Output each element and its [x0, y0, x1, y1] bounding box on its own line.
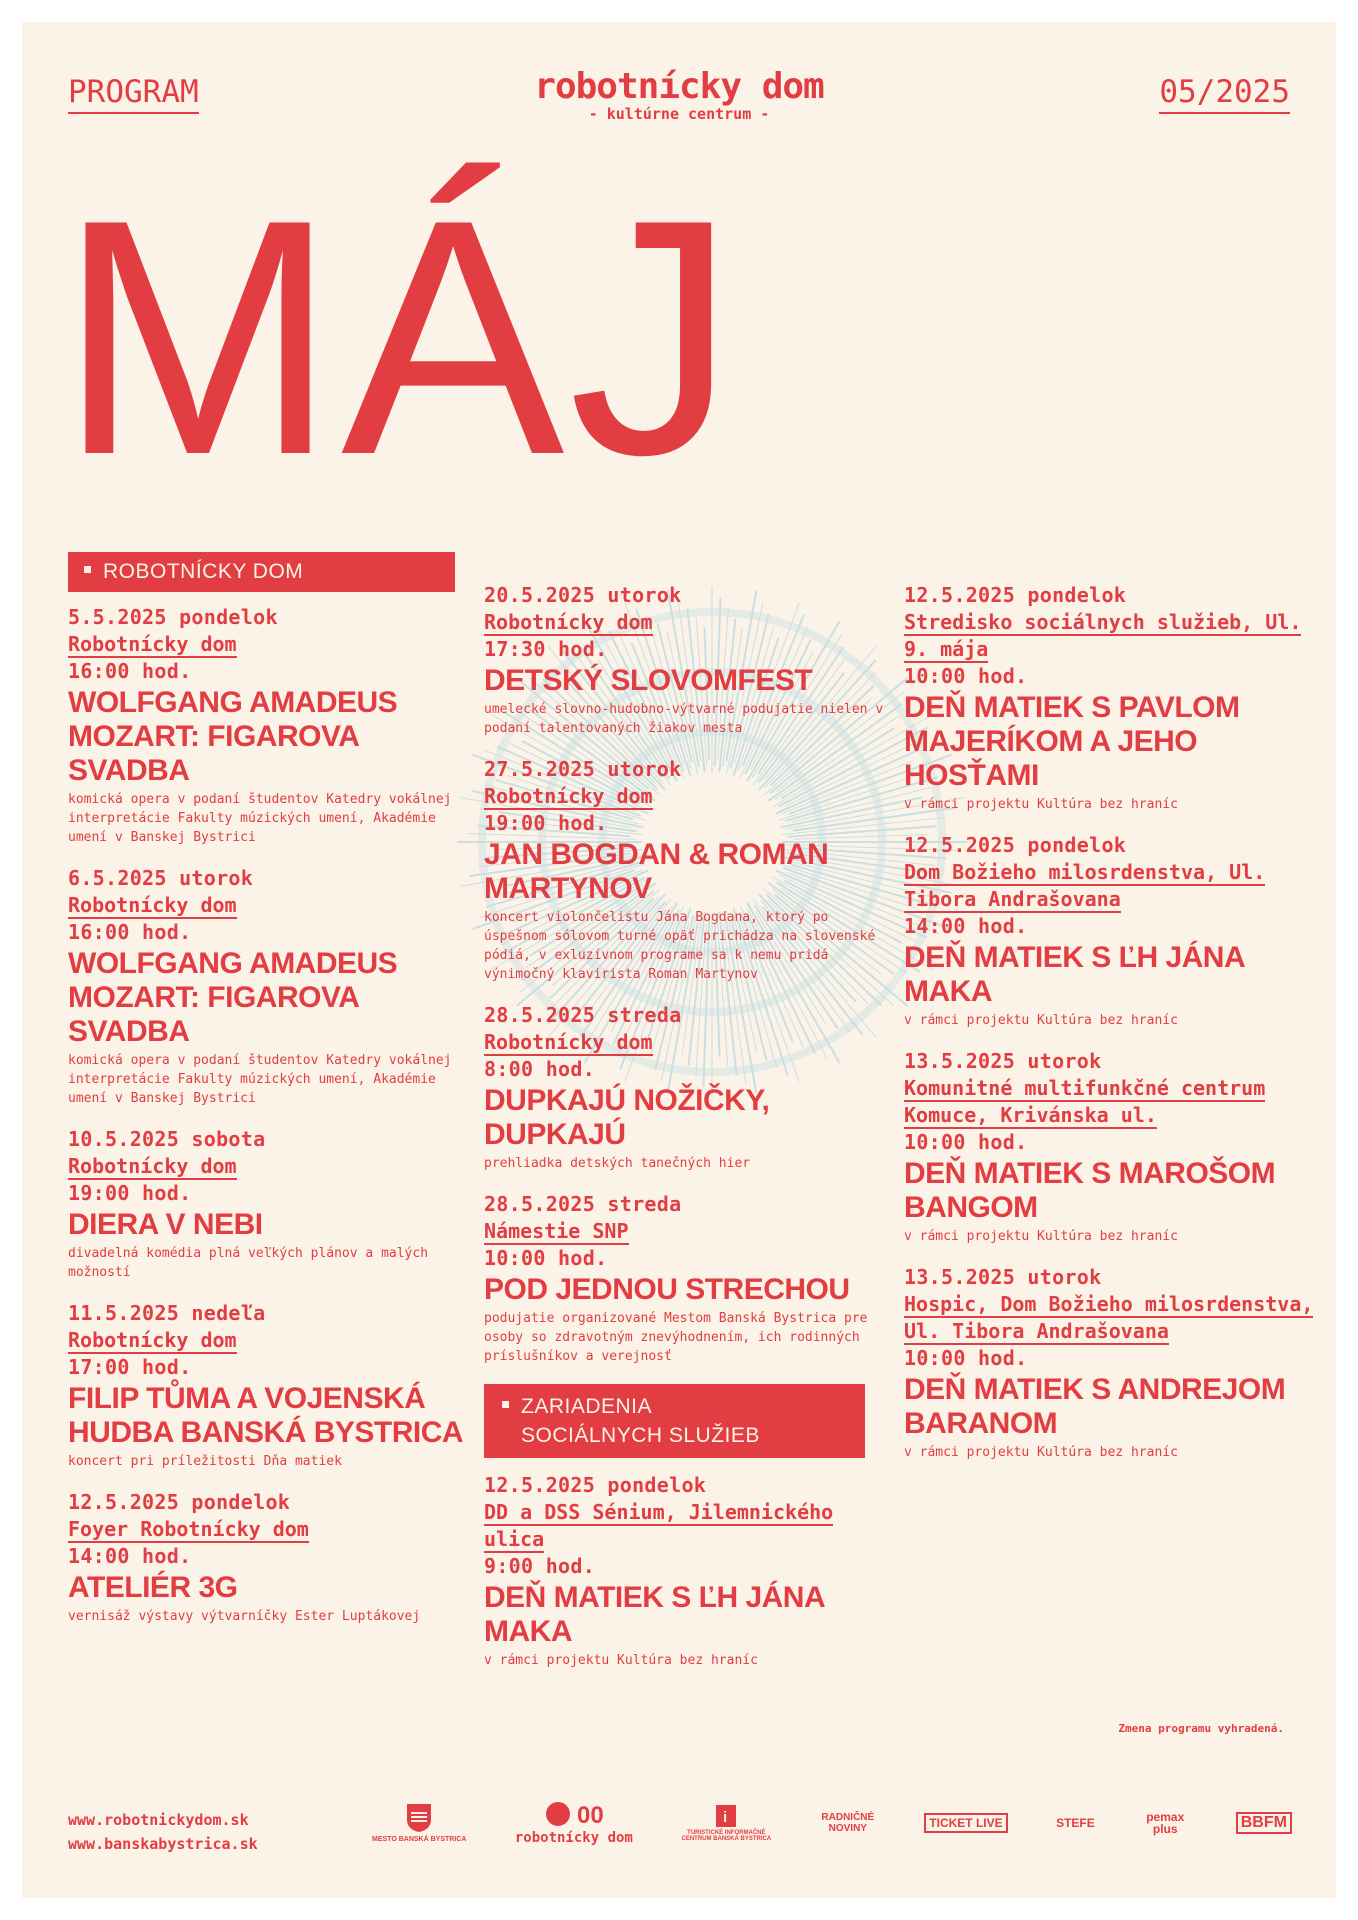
section-label: ROBOTNÍCKY DOM [103, 560, 304, 583]
event-venue: Stredisko sociálnych služieb, Ul. 9. mája [904, 610, 1302, 661]
event-item [68, 1126, 468, 1282]
logo-mesto [372, 1803, 466, 1843]
logo-label: robotnícky dom [514, 1829, 633, 1846]
section-zariadenia [484, 1384, 865, 1458]
event-description: v rámci projektu Kultúra bez hraníc [904, 1445, 1178, 1460]
url-robotnickydom[interactable]: www.robotnickydom.sk [68, 1811, 249, 1829]
logo-bbfm: BBFM [1236, 1812, 1292, 1834]
event-venue: Robotnícky dom [68, 1328, 237, 1352]
event-title: WOLFGANG AMADEUS MOZART: FIGAROVA SVADBA [68, 947, 398, 1048]
event-description: v rámci projektu Kultúra bez hraníc [484, 1653, 758, 1668]
event-title: POD JEDNOU STRECHOU [484, 1273, 850, 1306]
event-description: podujatie organizované Mestom Banská Bystrica pre osoby so zdravotným znevýhodnením, ich rodinných príslušníkov a verejnosť [484, 1311, 868, 1364]
event-time: 16:00 hod. [68, 920, 192, 944]
bullet-square-icon [502, 1401, 509, 1408]
event-date: 28.5.2025 streda [484, 1003, 682, 1027]
event-venue: Komunitné multifunkčné centrum Komuce, Krivánska ul. [904, 1076, 1266, 1127]
brand-logo [22, 66, 1336, 123]
event-date: 11.5.2025 nedeľa [68, 1301, 266, 1325]
event-time: 19:00 hod. [68, 1181, 192, 1205]
event-date: 12.5.2025 pondelok [484, 1473, 707, 1497]
event-list-1 [68, 604, 468, 1626]
column-3 [904, 582, 1324, 1480]
issue-label: 05/2025 [1159, 74, 1290, 114]
event-date: 6.5.2025 utorok [68, 866, 254, 890]
section-label-line2: SOCIÁLNYCH SLUŽIEB [521, 1424, 760, 1447]
event-title: WOLFGANG AMADEUS MOZART: FIGAROVA SVADBA [68, 686, 398, 787]
event-description: vernisáž výstavy výtvarníčky Ester Luptákovej [68, 1609, 421, 1624]
column-1 [68, 552, 468, 1644]
event-list-3 [904, 582, 1324, 1462]
logo-robotnicky-dom [515, 1801, 633, 1846]
event-description: v rámci projektu Kultúra bez hraníc [904, 1013, 1178, 1028]
event-description: v rámci projektu Kultúra bez hraníc [904, 1229, 1178, 1244]
event-description: prehliadka detských tanečných hier [484, 1156, 751, 1171]
event-time: 19:00 hod. [484, 811, 608, 835]
event-venue: Robotnícky dom [68, 893, 237, 917]
event-venue: Robotnícky dom [484, 1030, 653, 1054]
event-title: DEŇ MATIEK S MAROŠOM BANGOM [904, 1157, 1276, 1224]
event-description: v rámci projektu Kultúra bez hraníc [904, 797, 1178, 812]
event-date: 12.5.2025 pondelok [904, 833, 1127, 857]
event-venue: Robotnícky dom [68, 632, 237, 656]
event-item [68, 604, 468, 847]
event-title: DEŇ MATIEK S PAVLOM MAJERÍKOM A JEHO HOSŤAMI [904, 691, 1240, 792]
event-title: DEŇ MATIEK S ANDREJOM BARANOM [904, 1373, 1286, 1440]
event-description: komická opera v podaní študentov Katedry vokálnej interpretácie Fakulty múzických umení, Akadémie umení v Banskej Bystrici [68, 792, 452, 845]
event-date: 13.5.2025 utorok [904, 1049, 1102, 1073]
event-venue: DD a DSS Sénium, Jilemnického ulica [484, 1500, 834, 1551]
event-description: divadelná komédia plná veľkých plánov a malých možností [68, 1246, 429, 1280]
footer-urls [68, 1808, 258, 1856]
event-item [484, 1002, 894, 1173]
svg-text:00: 00 [576, 1801, 604, 1827]
section-robotnicky-dom [68, 552, 455, 592]
event-item [68, 1489, 468, 1626]
event-time: 10:00 hod. [484, 1246, 608, 1270]
column-2 [484, 582, 894, 1688]
svg-text:i: i [723, 1808, 728, 1826]
logo-stefe: STEFE [1056, 1816, 1095, 1830]
event-description: koncert violončelistu Jána Bogdana, ktorý po úspešnom sólovom turné opäť prichádza na slovenské pódiá, v exluzívnom programe sa k nemu pridá výnimočný klavirista Roman Martynov [484, 910, 876, 982]
program-label: PROGRAM [68, 74, 199, 114]
event-title: DETSKÝ SLOVOMFEST [484, 664, 813, 697]
event-venue: Foyer Robotnícky dom [68, 1517, 309, 1541]
logo-radnicne-noviny: RADNIČNÉ NOVINY [821, 1812, 875, 1834]
logo-ticket-live: TICKET LIVE [924, 1813, 1007, 1833]
event-title: ATELIÉR 3G [68, 1571, 238, 1604]
event-date: 13.5.2025 utorok [904, 1265, 1102, 1289]
event-venue: Robotnícky dom [68, 1154, 237, 1178]
url-banskabystrica[interactable]: www.banskabystrica.sk [68, 1835, 258, 1853]
event-time: 9:00 hod. [484, 1554, 596, 1578]
event-date: 28.5.2025 streda [484, 1192, 682, 1216]
event-time: 14:00 hod. [904, 914, 1028, 938]
event-item [68, 1300, 468, 1471]
event-item [904, 582, 1324, 814]
100-badge-icon [544, 1801, 604, 1827]
event-time: 10:00 hod. [904, 664, 1028, 688]
event-description: umelecké slovno-hudobno-výtvarné podujatie nielen v podaní talentovaných žiakov mesta [484, 702, 884, 736]
coat-of-arms-icon [406, 1803, 432, 1833]
logo-tic [681, 1805, 771, 1842]
poster [22, 22, 1336, 1898]
event-date: 10.5.2025 sobota [68, 1127, 266, 1151]
event-time: 10:00 hod. [904, 1130, 1028, 1154]
event-item [904, 832, 1324, 1030]
event-venue: Hospic, Dom Božieho milosrdenstva, Ul. Tibora Andrašovana [904, 1292, 1314, 1343]
event-venue: Dom Božieho milosrdenstva, Ul. Tibora Andrašovana [904, 860, 1266, 911]
event-date: 5.5.2025 pondelok [68, 605, 278, 629]
event-description: koncert pri príležitosti Dňa matiek [68, 1454, 342, 1469]
event-date: 27.5.2025 utorok [484, 757, 682, 781]
event-item [484, 1191, 894, 1366]
brand-subtitle: - kultúrne centrum - [588, 105, 770, 123]
event-description: komická opera v podaní študentov Katedry vokálnej interpretácie Fakulty múzických umení, Akadémie umení v Banskej Bystrici [68, 1053, 452, 1106]
event-time: 17:00 hod. [68, 1355, 192, 1379]
event-time: 10:00 hod. [904, 1346, 1028, 1370]
event-time: 8:00 hod. [484, 1057, 596, 1081]
month-title: MÁJ [58, 150, 740, 524]
event-item [904, 1048, 1324, 1246]
event-time: 16:00 hod. [68, 659, 192, 683]
event-date: 12.5.2025 pondelok [904, 583, 1127, 607]
logo-pemax: pemax plus [1146, 1810, 1185, 1836]
info-icon [716, 1805, 736, 1827]
logo-label: TURISTICKÉ INFORMAČNÉ CENTRUM BANSKÁ BYSTRICA [681, 1829, 772, 1842]
program-note: Zmena programu vyhradená. [1118, 1722, 1284, 1735]
event-date: 20.5.2025 utorok [484, 583, 682, 607]
event-title: DEŇ MATIEK S ĽH JÁNA MAKA [904, 941, 1245, 1008]
event-venue: Robotnícky dom [484, 784, 653, 808]
section-label: ZARIADENIA [521, 1395, 653, 1418]
logo-label: MESTO BANSKÁ BYSTRICA [372, 1836, 467, 1843]
partner-logos [372, 1798, 1292, 1848]
event-title: JAN BOGDAN & ROMAN MARTYNOV [484, 838, 829, 905]
event-title: DEŇ MATIEK S ĽH JÁNA MAKA [484, 1581, 825, 1648]
event-item [484, 582, 894, 738]
event-list-2 [484, 582, 894, 1366]
event-time: 14:00 hod. [68, 1544, 192, 1568]
event-item [68, 865, 468, 1108]
event-time: 17:30 hod. [484, 637, 608, 661]
brand-name: robotnícky dom [534, 66, 824, 107]
event-venue: Námestie SNP [484, 1219, 629, 1243]
event-title: FILIP TŮMA A VOJENSKÁ HUDBA BANSKÁ BYSTRICA [68, 1382, 464, 1449]
bullet-square-icon [84, 566, 91, 573]
event-date: 12.5.2025 pondelok [68, 1490, 291, 1514]
event-list-2b [484, 1472, 894, 1670]
event-title: DIERA V NEBI [68, 1208, 263, 1241]
event-item [904, 1264, 1324, 1462]
event-title: DUPKAJÚ NOŽIČKY, DUPKAJÚ [484, 1084, 770, 1151]
event-item [484, 1472, 894, 1670]
event-item [484, 756, 894, 984]
event-venue: Robotnícky dom [484, 610, 653, 634]
